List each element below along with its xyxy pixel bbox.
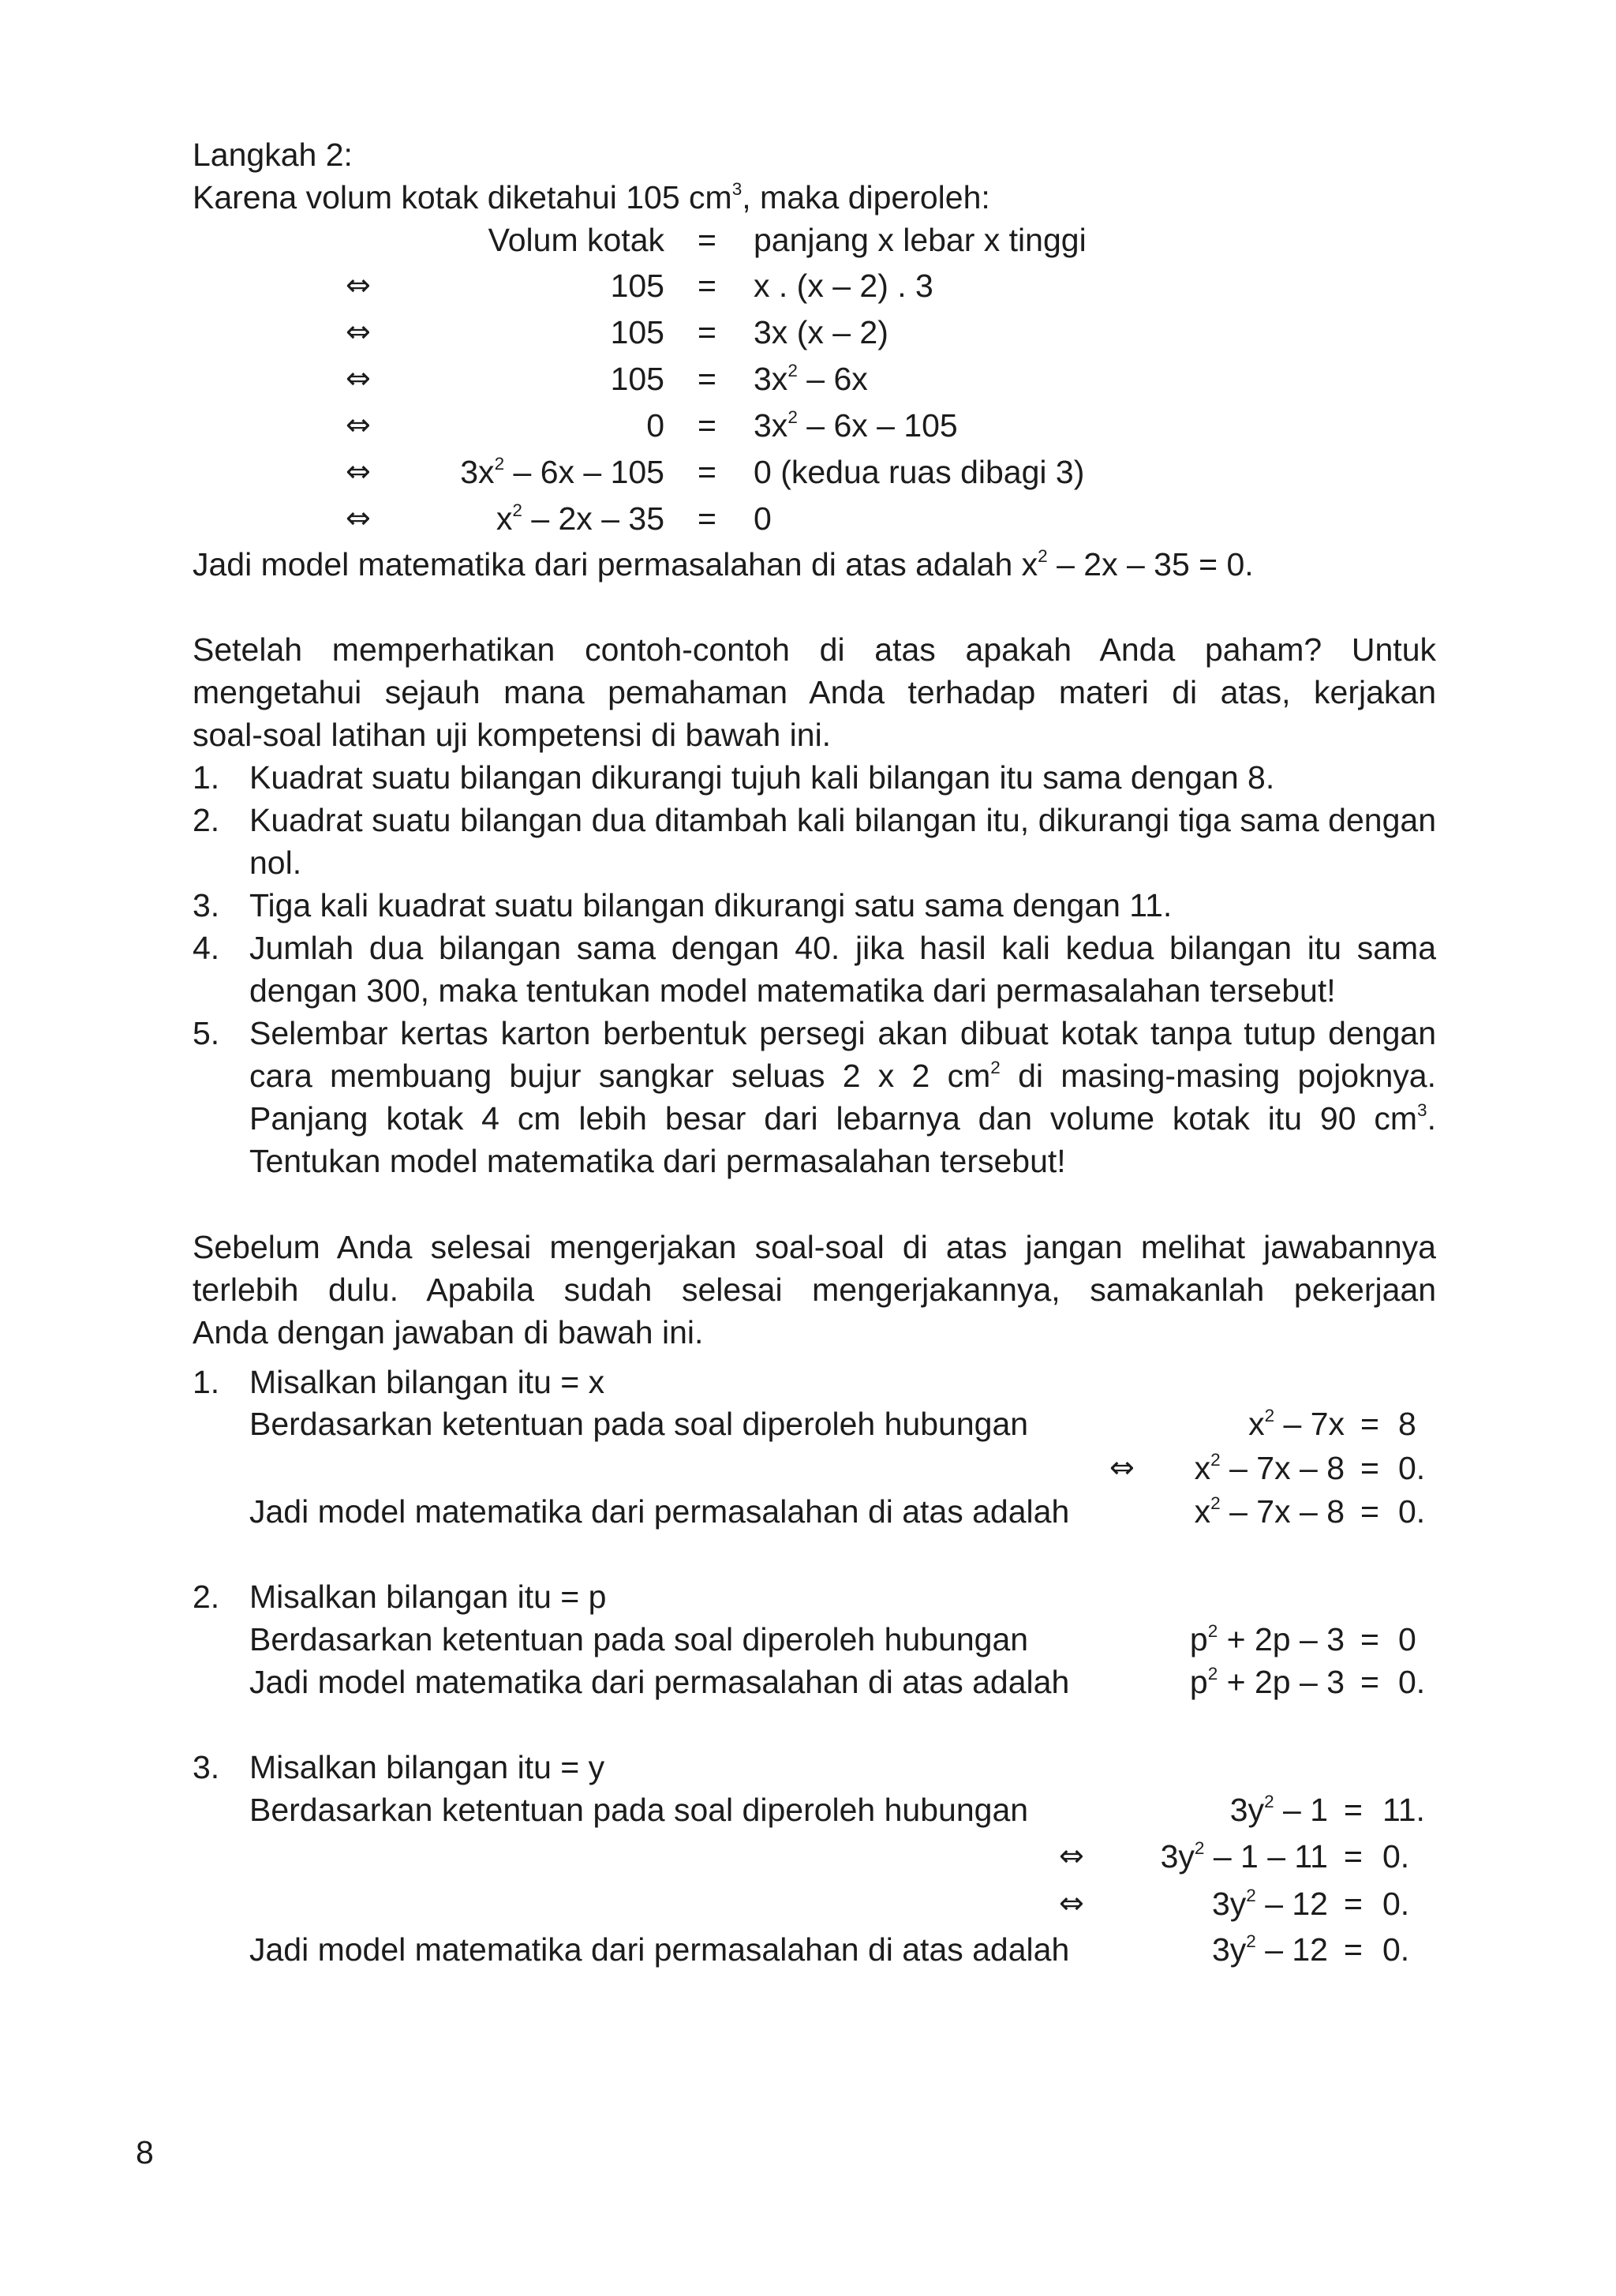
- equivalence-arrow-icon: ⇔: [346, 500, 371, 535]
- equivalence-arrow-icon: ⇔: [1109, 1450, 1135, 1485]
- equals-sign: =: [698, 314, 716, 350]
- equals-sign: =: [698, 361, 716, 397]
- derivation-rhs: x . (x – 2) . 3: [754, 268, 933, 304]
- answer-number: 2.: [193, 1579, 220, 1615]
- answer-lhs: $p^2 + 2p - 3$: [1189, 1621, 1345, 1657]
- answer-rhs: 0: [1398, 1621, 1416, 1657]
- answer-intro: Misalkan bilangan itu = y: [249, 1749, 605, 1785]
- step-title: Langkah 2:: [193, 137, 353, 173]
- conclusion-label: Jadi model matematika dari permasalahan di atas adalah: [249, 1493, 1070, 1530]
- equals-sign: =: [1360, 1621, 1379, 1657]
- equals-sign: =: [1344, 1838, 1363, 1875]
- answer-number: 3.: [193, 1749, 220, 1785]
- answer-rhs: 0.: [1382, 1931, 1410, 1968]
- page-number: 8: [136, 2134, 154, 2171]
- equivalence-arrow-icon: ⇔: [346, 361, 371, 395]
- derivation-rhs: $3x^2 - 6x - 105$: [754, 407, 958, 444]
- derivation-lhs: $3x^2 - 6x - 105$: [460, 454, 664, 490]
- relation-label: Berdasarkan ketentuan pada soal diperoleh hubungan: [249, 1792, 1029, 1828]
- answer-rhs: 0.: [1398, 1450, 1426, 1486]
- relation-label: Berdasarkan ketentuan pada soal diperoleh hubungan: [249, 1621, 1029, 1657]
- equivalence-arrow-icon: ⇔: [1059, 1838, 1084, 1873]
- list-item: 2. Kuadrat suatu bilangan dua ditambah kali bilangan itu, dikurangi tiga sama dengan nol.: [193, 802, 1436, 881]
- step-conclusion: Jadi model matematika dari permasalahan di atas adalah $x^2 - 2x - 35 = 0$.: [193, 546, 1254, 582]
- before-paragraph: Sebelum Anda selesai mengerjakan soal-soal di atas jangan melihat jawabannya terlebih dulu. Apabila sudah selesai mengerjakannya, samakanlah pekerjaan Anda dengan jawaban di bawah ini.: [193, 1229, 1436, 1350]
- equivalence-arrow-icon: ⇔: [346, 454, 371, 489]
- answer-lhs: $3y^2 - 12$: [1211, 1931, 1328, 1968]
- answer-lhs: $3y^2 - 1$: [1229, 1792, 1328, 1828]
- list-item: 1. Kuadrat suatu bilangan dikurangi tujuh kali bilangan itu sama dengan 8.: [193, 759, 1275, 796]
- answer-lhs: $x^2 - 7x - 8$: [1194, 1450, 1345, 1486]
- derivation-rhs: 3x (x – 2): [754, 314, 888, 350]
- equivalence-arrow-icon: ⇔: [346, 268, 371, 302]
- equivalence-arrow-icon: ⇔: [1059, 1886, 1084, 1920]
- derivation-rhs: 0: [754, 500, 772, 537]
- derivation-rhs: $3x^2 - 6x$: [754, 361, 868, 397]
- derivation-lhs: 105: [610, 361, 664, 397]
- equals-sign: =: [1360, 1406, 1379, 1442]
- derivation-lhs: 105: [610, 268, 664, 304]
- answer-lhs: $x^2 - 7x$: [1248, 1406, 1345, 1442]
- answer-rhs: 0.: [1398, 1664, 1426, 1700]
- equals-sign: =: [698, 407, 716, 444]
- answer-rhs: 11.: [1382, 1792, 1425, 1828]
- answer-lhs: $3y^2 - 1 - 11$: [1160, 1838, 1328, 1875]
- equals-sign: =: [1344, 1886, 1363, 1922]
- step-intro: Karena volum kotak diketahui 105 $cm^3$, maka diperoleh:: [193, 179, 990, 215]
- equals-sign: =: [1360, 1450, 1379, 1486]
- equals-sign: =: [1360, 1664, 1379, 1700]
- answer-rhs: 8: [1398, 1406, 1416, 1442]
- answer-lhs: $3y^2 - 12$: [1211, 1886, 1328, 1922]
- list-item: 4. Jumlah dua bilangan sama dengan 40. jika hasil kali kedua bilangan itu sama dengan 300, maka tentukan model matematika dari permasalahan tersebut!: [193, 930, 1436, 1009]
- equals-sign: =: [1344, 1931, 1363, 1968]
- equals-sign: =: [698, 500, 716, 537]
- answer-number: 1.: [193, 1364, 220, 1400]
- answer-intro: Misalkan bilangan itu = x: [249, 1364, 605, 1400]
- equivalence-arrow-icon: ⇔: [346, 407, 371, 442]
- conclusion-label: Jadi model matematika dari permasalahan di atas adalah: [249, 1664, 1070, 1700]
- prompt-paragraph: Setelah memperhatikan contoh-contoh di atas apakah Anda paham? Untuk mengetahui sejauh mana pemahaman Anda terhadap materi di atas, kerjakan soal-soal latihan uji kompetensi di bawah ini.: [193, 631, 1436, 753]
- exercise-list: [193, 756, 1436, 1182]
- equals-sign: =: [698, 222, 716, 258]
- list-item: 3. Tiga kali kuadrat suatu bilangan dikurangi satu sama dengan 11.: [193, 887, 1173, 923]
- answer-lhs: $x^2 - 7x - 8$: [1194, 1493, 1345, 1530]
- relation-label: Berdasarkan ketentuan pada soal diperoleh hubungan: [249, 1406, 1029, 1442]
- answer-rhs: 0.: [1382, 1838, 1410, 1875]
- derivation-lhs: Volum kotak: [488, 222, 664, 258]
- answer-rhs: 0.: [1398, 1493, 1426, 1530]
- answer-lhs: $p^2 + 2p - 3$: [1189, 1664, 1345, 1700]
- derivation-rhs: 0 (kedua ruas dibagi 3): [754, 454, 1085, 490]
- derivation-lhs: 0: [646, 407, 664, 444]
- equals-sign: =: [1344, 1792, 1363, 1828]
- answer-rhs: 0.: [1382, 1886, 1410, 1922]
- equals-sign: =: [698, 454, 716, 490]
- derivation-lhs: $x^2 - 2x - 35$: [496, 500, 664, 537]
- list-item: 5. Selembar kertas karton berbentuk persegi akan dibuat kotak tanpa tutup dengan cara membuang bujur sangkar seluas 2 x 2 $cm^2$ di masing-masing pojoknya. Panjang kotak 4 cm lebih besar dari lebarnya dan volume kotak itu 90 $cm^3$. Tentukan model matematika dari permasalahan tersebut!: [193, 1015, 1437, 1179]
- derivation-rhs: panjang x lebar x tinggi: [754, 222, 1087, 258]
- conclusion-label: Jadi model matematika dari permasalahan di atas adalah: [249, 1931, 1070, 1968]
- equals-sign: =: [1360, 1493, 1379, 1530]
- answer-intro: Misalkan bilangan itu = p: [249, 1579, 607, 1615]
- equivalence-arrow-icon: ⇔: [346, 314, 371, 349]
- derivation-lhs: 105: [610, 314, 664, 350]
- equals-sign: =: [698, 268, 716, 304]
